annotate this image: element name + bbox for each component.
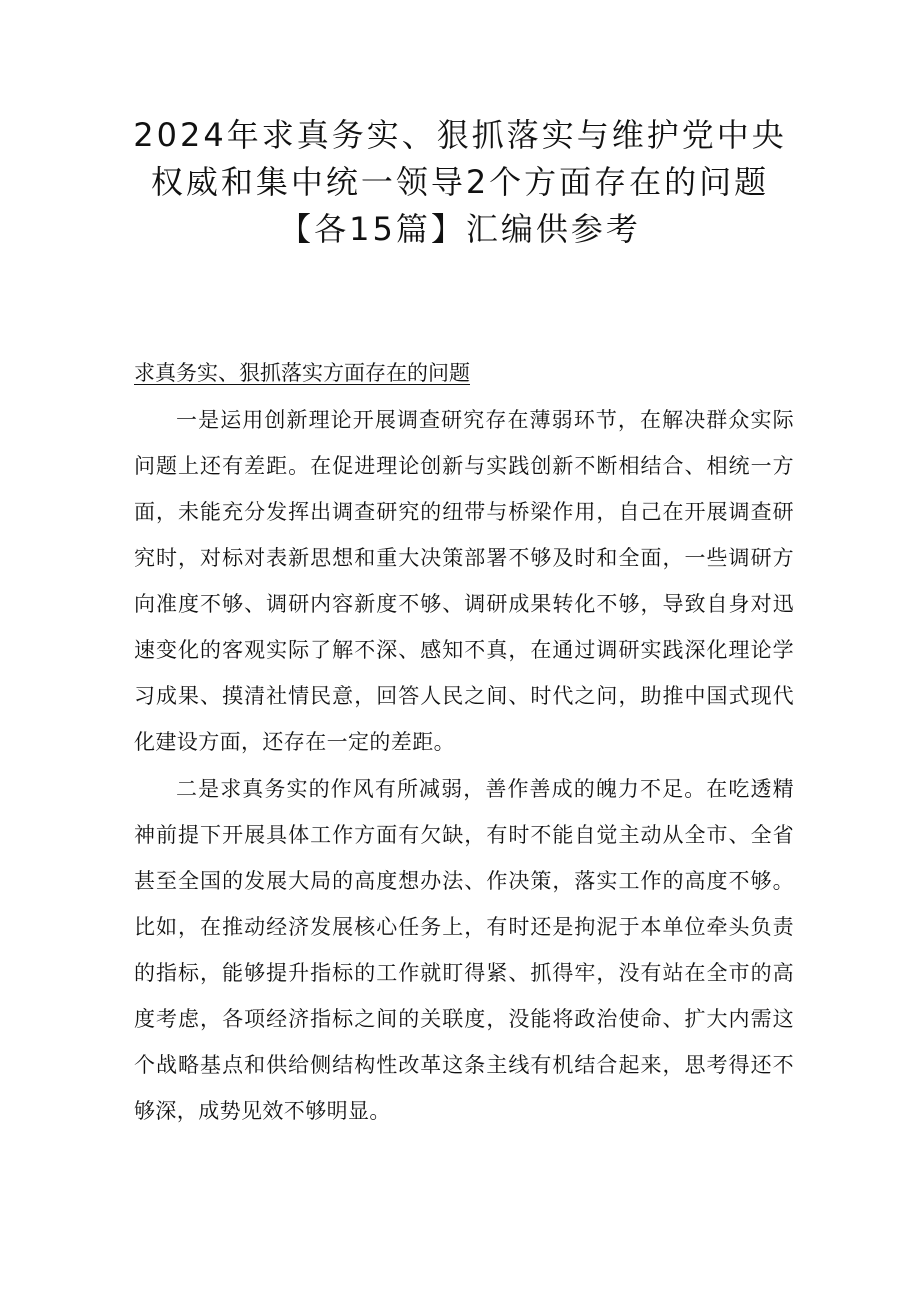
document-title: 2024年求真务实、狠抓落实与维护党中央权威和集中统一领导2个方面存在的问题【各15篇】汇编供参考 [133, 116, 787, 248]
paragraph-2: 二是求真务实的作风有所减弱，善作善成的魄力不足。在吃透精神前提下开展具体工作方面有欠缺，有时不能自觉主动从全市、全省甚至全国的发展大局的高度想办法、作决策，落实工作的高度不够。比如，在推动经济发展核心任务上，有时还是拘泥于本单位牵头负责的指标，能够提升指标的工作就盯得紧、抓得牢，没有站在全市的高度考虑，各项经济指标之间的关联度，没能将政治使命、扩大内需这个战略基点和供给侧结构性改革这条主线有机结合起来，思考得还不够深，成势见效不够明显。 [134, 777, 794, 1123]
section-heading: 求真务实、狠抓落实方面存在的问题 [134, 361, 470, 385]
paragraph-1: 一是运用创新理论开展调查研究存在薄弱环节，在解决群众实际问题上还有差距。在促进理论创新与实践创新不断相结合、相统一方面，未能充分发挥出调查研究的纽带与桥梁作用，自己在开展调查研究时，对标对表新思想和重大决策部署不够及时和全面，一些调研方向准度不够、调研内容新度不够、调研成果转化不够，导致自身对迅速变化的客观实际了解不深、感知不真，在通过调研实践深化理论学习成果、摸清社情民意，回答人民之间、时代之问，助推中国式现代化建设方面，还存在一定的差距。 [134, 408, 794, 754]
